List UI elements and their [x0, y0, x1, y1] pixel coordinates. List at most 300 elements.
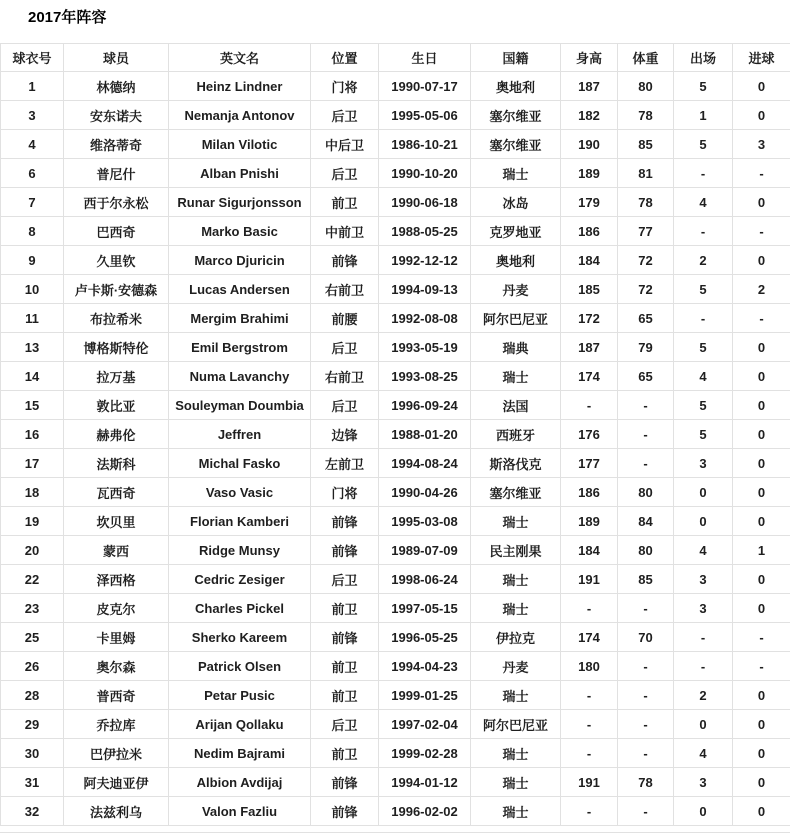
- cell-weight: 78: [618, 188, 674, 217]
- cell-player: 蒙西: [64, 536, 169, 565]
- cell-nationality: 瑞士: [471, 507, 561, 536]
- cell-position: 前卫: [311, 681, 379, 710]
- cell-english-name: Heinz Lindner: [169, 72, 311, 101]
- cell-height: 191: [561, 565, 618, 594]
- table-header-row: [1, 44, 790, 72]
- cell-player: 敦比亚: [64, 391, 169, 420]
- cell-appearances: 4: [674, 188, 733, 217]
- cell-birthday: 1990-10-20: [379, 159, 471, 188]
- cell-weight: 80: [618, 478, 674, 507]
- cell-height: 176: [561, 420, 618, 449]
- cell-player: 博格斯特伦: [64, 333, 169, 362]
- cell-position: 后卫: [311, 159, 379, 188]
- cell-position: 右前卫: [311, 275, 379, 304]
- cell-birthday: 1996-02-02: [379, 797, 471, 826]
- cell-appearances: 5: [674, 391, 733, 420]
- table-row: [1, 652, 790, 681]
- cell-weight: -: [618, 797, 674, 826]
- cell-height: 179: [561, 188, 618, 217]
- cell-english-name: Marko Basic: [169, 217, 311, 246]
- cell-player: 久里钦: [64, 246, 169, 275]
- table-row: [1, 72, 790, 101]
- cell-weight: 77: [618, 217, 674, 246]
- cell-weight: 65: [618, 362, 674, 391]
- table-row: [1, 739, 790, 768]
- cell-nationality: 冰岛: [471, 188, 561, 217]
- cell-appearances: 3: [674, 449, 733, 478]
- cell-position: 前锋: [311, 768, 379, 797]
- cell-position: 前卫: [311, 594, 379, 623]
- cell-birthday: 1993-05-19: [379, 333, 471, 362]
- cell-birthday: 1990-07-17: [379, 72, 471, 101]
- cell-jersey-number: 20: [1, 536, 64, 565]
- cell-goals: 2: [733, 275, 790, 304]
- cell-height: 189: [561, 507, 618, 536]
- cell-goals: 0: [733, 333, 790, 362]
- cell-player: 西于尔永松: [64, 188, 169, 217]
- column-header-english-name: 英文名: [169, 44, 311, 72]
- cell-appearances: 4: [674, 362, 733, 391]
- cell-height: 186: [561, 478, 618, 507]
- cell-english-name: Patrick Olsen: [169, 652, 311, 681]
- cell-goals: 0: [733, 768, 790, 797]
- table-row: [1, 217, 790, 246]
- cell-height: -: [561, 710, 618, 739]
- cell-position: 后卫: [311, 710, 379, 739]
- cell-jersey-number: 7: [1, 188, 64, 217]
- table-row: [1, 449, 790, 478]
- cell-jersey-number: 26: [1, 652, 64, 681]
- cell-nationality: 克罗地亚: [471, 217, 561, 246]
- cell-nationality: 瑞士: [471, 797, 561, 826]
- cell-nationality: 阿尔巴尼亚: [471, 710, 561, 739]
- cell-player: 巴西奇: [64, 217, 169, 246]
- cell-appearances: -: [674, 652, 733, 681]
- cell-appearances: 3: [674, 768, 733, 797]
- cell-goals: 0: [733, 565, 790, 594]
- cell-birthday: 1988-05-25: [379, 217, 471, 246]
- cell-appearances: 5: [674, 72, 733, 101]
- cell-weight: 78: [618, 101, 674, 130]
- cell-weight: -: [618, 449, 674, 478]
- cell-player: 布拉希米: [64, 304, 169, 333]
- cell-birthday: 1994-01-12: [379, 768, 471, 797]
- cell-position: 门将: [311, 72, 379, 101]
- cell-player: 安东诺夫: [64, 101, 169, 130]
- cell-appearances: -: [674, 304, 733, 333]
- table-row: [1, 304, 790, 333]
- cell-height: 182: [561, 101, 618, 130]
- cell-nationality: 瑞士: [471, 362, 561, 391]
- cell-position: 前腰: [311, 304, 379, 333]
- table-row: [1, 710, 790, 739]
- cell-birthday: 1986-10-21: [379, 130, 471, 159]
- cell-position: 右前卫: [311, 362, 379, 391]
- cell-goals: 0: [733, 739, 790, 768]
- cell-appearances: 2: [674, 681, 733, 710]
- cell-birthday: 1993-08-25: [379, 362, 471, 391]
- cell-english-name: Charles Pickel: [169, 594, 311, 623]
- cell-jersey-number: 16: [1, 420, 64, 449]
- cell-nationality: 斯洛伐克: [471, 449, 561, 478]
- cell-weight: -: [618, 594, 674, 623]
- cell-english-name: Emil Bergstrom: [169, 333, 311, 362]
- cell-player: 拉万基: [64, 362, 169, 391]
- cell-goals: -: [733, 304, 790, 333]
- cell-nationality: 塞尔维亚: [471, 478, 561, 507]
- column-header-nationality: 国籍: [471, 44, 561, 72]
- cell-jersey-number: 14: [1, 362, 64, 391]
- cell-position: 前卫: [311, 652, 379, 681]
- table-row: [1, 768, 790, 797]
- cell-player: 维洛蒂奇: [64, 130, 169, 159]
- cell-jersey-number: 8: [1, 217, 64, 246]
- cell-weight: 70: [618, 623, 674, 652]
- cell-weight: 72: [618, 275, 674, 304]
- column-header-appearances: 出场: [674, 44, 733, 72]
- cell-weight: 84: [618, 507, 674, 536]
- column-header-birthday: 生日: [379, 44, 471, 72]
- cell-position: 前卫: [311, 188, 379, 217]
- cell-goals: 0: [733, 101, 790, 130]
- cell-birthday: 1988-01-20: [379, 420, 471, 449]
- cell-position: 边锋: [311, 420, 379, 449]
- cell-english-name: Numa Lavanchy: [169, 362, 311, 391]
- cell-position: 后卫: [311, 333, 379, 362]
- cell-height: -: [561, 797, 618, 826]
- table-head: [1, 44, 790, 72]
- cell-weight: 80: [618, 536, 674, 565]
- cell-position: 前锋: [311, 536, 379, 565]
- cell-nationality: 塞尔维亚: [471, 101, 561, 130]
- cell-appearances: 0: [674, 710, 733, 739]
- table-row: [1, 536, 790, 565]
- cell-nationality: 伊拉克: [471, 623, 561, 652]
- column-header-player: 球员: [64, 44, 169, 72]
- cell-player: 阿夫迪亚伊: [64, 768, 169, 797]
- cell-position: 后卫: [311, 101, 379, 130]
- cell-appearances: 5: [674, 333, 733, 362]
- cell-english-name: Jeffren: [169, 420, 311, 449]
- table-row: [1, 797, 790, 826]
- cell-weight: 78: [618, 768, 674, 797]
- cell-height: -: [561, 681, 618, 710]
- cell-jersey-number: 32: [1, 797, 64, 826]
- cell-position: 前锋: [311, 507, 379, 536]
- cell-appearances: 4: [674, 739, 733, 768]
- cell-goals: 3: [733, 130, 790, 159]
- table-row: [1, 507, 790, 536]
- cell-jersey-number: 31: [1, 768, 64, 797]
- cell-player: 奥尔森: [64, 652, 169, 681]
- cell-position: 中后卫: [311, 130, 379, 159]
- cell-height: -: [561, 391, 618, 420]
- cell-position: 前锋: [311, 246, 379, 275]
- cell-english-name: Milan Vilotic: [169, 130, 311, 159]
- squad-table: [0, 43, 790, 826]
- cell-english-name: Alban Pnishi: [169, 159, 311, 188]
- cell-jersey-number: 17: [1, 449, 64, 478]
- cell-nationality: 瑞士: [471, 681, 561, 710]
- cell-jersey-number: 22: [1, 565, 64, 594]
- cell-english-name: Florian Kamberi: [169, 507, 311, 536]
- table-row: [1, 130, 790, 159]
- cell-height: 191: [561, 768, 618, 797]
- cell-position: 门将: [311, 478, 379, 507]
- cell-english-name: Runar Sigurjonsson: [169, 188, 311, 217]
- cell-goals: 0: [733, 420, 790, 449]
- cell-jersey-number: 3: [1, 101, 64, 130]
- cell-appearances: 5: [674, 420, 733, 449]
- cell-english-name: Michal Fasko: [169, 449, 311, 478]
- cell-nationality: 阿尔巴尼亚: [471, 304, 561, 333]
- cell-jersey-number: 15: [1, 391, 64, 420]
- cell-appearances: 0: [674, 797, 733, 826]
- cell-height: 187: [561, 72, 618, 101]
- table-row: [1, 275, 790, 304]
- cell-goals: 0: [733, 478, 790, 507]
- cell-nationality: 法国: [471, 391, 561, 420]
- table-row: [1, 681, 790, 710]
- cell-position: 前锋: [311, 797, 379, 826]
- cell-height: 186: [561, 217, 618, 246]
- cell-goals: 0: [733, 797, 790, 826]
- cell-goals: 0: [733, 188, 790, 217]
- cell-birthday: 1989-07-09: [379, 536, 471, 565]
- cell-nationality: 奥地利: [471, 246, 561, 275]
- cell-nationality: 西班牙: [471, 420, 561, 449]
- cell-birthday: 1992-12-12: [379, 246, 471, 275]
- cell-player: 普尼什: [64, 159, 169, 188]
- cell-height: 172: [561, 304, 618, 333]
- cell-player: 坎贝里: [64, 507, 169, 536]
- cell-birthday: 1990-04-26: [379, 478, 471, 507]
- cell-jersey-number: 28: [1, 681, 64, 710]
- column-header-weight: 体重: [618, 44, 674, 72]
- cell-birthday: 1994-04-23: [379, 652, 471, 681]
- cell-player: 法斯科: [64, 449, 169, 478]
- cell-goals: 0: [733, 449, 790, 478]
- table-row: [1, 333, 790, 362]
- cell-nationality: 丹麦: [471, 275, 561, 304]
- cell-goals: 0: [733, 594, 790, 623]
- cell-birthday: 1999-02-28: [379, 739, 471, 768]
- cell-position: 前锋: [311, 623, 379, 652]
- cell-appearances: 4: [674, 536, 733, 565]
- column-header-height: 身高: [561, 44, 618, 72]
- cell-weight: 65: [618, 304, 674, 333]
- cell-player: 法兹利乌: [64, 797, 169, 826]
- cell-player: 乔拉库: [64, 710, 169, 739]
- cell-nationality: 丹麦: [471, 652, 561, 681]
- cell-english-name: Petar Pusic: [169, 681, 311, 710]
- cell-nationality: 瑞士: [471, 768, 561, 797]
- cell-weight: 80: [618, 72, 674, 101]
- cell-player: 林德纳: [64, 72, 169, 101]
- cell-height: 184: [561, 536, 618, 565]
- table-row: [1, 420, 790, 449]
- table-row: [1, 391, 790, 420]
- cell-english-name: Sherko Kareem: [169, 623, 311, 652]
- cell-appearances: 0: [674, 478, 733, 507]
- cell-appearances: 0: [674, 507, 733, 536]
- cell-height: 190: [561, 130, 618, 159]
- cell-goals: 0: [733, 710, 790, 739]
- table-row: [1, 362, 790, 391]
- cell-jersey-number: 18: [1, 478, 64, 507]
- cell-appearances: -: [674, 217, 733, 246]
- cell-weight: 72: [618, 246, 674, 275]
- cell-goals: -: [733, 652, 790, 681]
- cell-position: 中前卫: [311, 217, 379, 246]
- cell-height: 174: [561, 623, 618, 652]
- cell-birthday: 1999-01-25: [379, 681, 471, 710]
- cell-english-name: Ridge Munsy: [169, 536, 311, 565]
- cell-player: 巴伊拉米: [64, 739, 169, 768]
- cell-goals: 0: [733, 362, 790, 391]
- column-header-jersey-number: 球衣号: [1, 44, 64, 72]
- cell-birthday: 1994-08-24: [379, 449, 471, 478]
- cell-goals: 0: [733, 246, 790, 275]
- cell-height: 184: [561, 246, 618, 275]
- table-body: [1, 72, 790, 826]
- cell-birthday: 1998-06-24: [379, 565, 471, 594]
- table-row: [1, 246, 790, 275]
- cell-nationality: 瑞士: [471, 739, 561, 768]
- cell-jersey-number: 1: [1, 72, 64, 101]
- cell-goals: 1: [733, 536, 790, 565]
- cell-jersey-number: 19: [1, 507, 64, 536]
- cell-jersey-number: 10: [1, 275, 64, 304]
- cell-english-name: Mergim Brahimi: [169, 304, 311, 333]
- cell-goals: -: [733, 217, 790, 246]
- cell-nationality: 瑞典: [471, 333, 561, 362]
- cell-weight: 85: [618, 565, 674, 594]
- cell-appearances: -: [674, 159, 733, 188]
- column-header-position: 位置: [311, 44, 379, 72]
- cell-goals: -: [733, 623, 790, 652]
- cell-weight: -: [618, 391, 674, 420]
- cell-height: 187: [561, 333, 618, 362]
- cell-appearances: 5: [674, 275, 733, 304]
- table-row: [1, 188, 790, 217]
- cell-player: 赫弗伦: [64, 420, 169, 449]
- cell-jersey-number: 9: [1, 246, 64, 275]
- cell-nationality: 瑞士: [471, 594, 561, 623]
- cell-birthday: 1994-09-13: [379, 275, 471, 304]
- cell-position: 后卫: [311, 565, 379, 594]
- cell-player: 卡里姆: [64, 623, 169, 652]
- cell-height: 185: [561, 275, 618, 304]
- cell-jersey-number: 29: [1, 710, 64, 739]
- cell-height: 180: [561, 652, 618, 681]
- cell-english-name: Cedric Zesiger: [169, 565, 311, 594]
- cell-player: 皮克尔: [64, 594, 169, 623]
- cell-nationality: 瑞士: [471, 159, 561, 188]
- cell-position: 左前卫: [311, 449, 379, 478]
- cell-appearances: 3: [674, 594, 733, 623]
- cell-birthday: 1996-05-25: [379, 623, 471, 652]
- table-row: [1, 623, 790, 652]
- cell-birthday: 1997-02-04: [379, 710, 471, 739]
- cell-english-name: Marco Djuricin: [169, 246, 311, 275]
- cell-nationality: 民主刚果: [471, 536, 561, 565]
- cell-jersey-number: 4: [1, 130, 64, 159]
- cell-english-name: Nemanja Antonov: [169, 101, 311, 130]
- cell-jersey-number: 6: [1, 159, 64, 188]
- cell-player: 泽西格: [64, 565, 169, 594]
- cell-goals: 0: [733, 72, 790, 101]
- column-header-goals: 进球: [733, 44, 790, 72]
- cell-jersey-number: 30: [1, 739, 64, 768]
- cell-height: 174: [561, 362, 618, 391]
- cell-height: -: [561, 739, 618, 768]
- table-row: [1, 159, 790, 188]
- cell-jersey-number: 23: [1, 594, 64, 623]
- cell-nationality: 塞尔维亚: [471, 130, 561, 159]
- cell-weight: 85: [618, 130, 674, 159]
- cell-player: 普西奇: [64, 681, 169, 710]
- page-title: 2017年阵容: [28, 9, 107, 26]
- cell-height: -: [561, 594, 618, 623]
- cell-weight: -: [618, 652, 674, 681]
- cell-position: 后卫: [311, 391, 379, 420]
- cell-english-name: Lucas Andersen: [169, 275, 311, 304]
- cell-nationality: 奥地利: [471, 72, 561, 101]
- cell-english-name: Souleyman Doumbia: [169, 391, 311, 420]
- cell-height: 177: [561, 449, 618, 478]
- table-row: [1, 101, 790, 130]
- cell-birthday: 1995-03-08: [379, 507, 471, 536]
- cell-weight: 79: [618, 333, 674, 362]
- cell-player: 瓦西奇: [64, 478, 169, 507]
- cell-appearances: 3: [674, 565, 733, 594]
- cell-height: 189: [561, 159, 618, 188]
- cell-appearances: 2: [674, 246, 733, 275]
- cell-english-name: Albion Avdijaj: [169, 768, 311, 797]
- cell-english-name: Nedim Bajrami: [169, 739, 311, 768]
- cell-appearances: 1: [674, 101, 733, 130]
- cell-english-name: Valon Fazliu: [169, 797, 311, 826]
- cell-weight: -: [618, 710, 674, 739]
- cell-goals: 0: [733, 681, 790, 710]
- cell-jersey-number: 11: [1, 304, 64, 333]
- cell-english-name: Arijan Qollaku: [169, 710, 311, 739]
- cell-position: 前卫: [311, 739, 379, 768]
- cell-weight: 81: [618, 159, 674, 188]
- cell-appearances: 5: [674, 130, 733, 159]
- cell-appearances: -: [674, 623, 733, 652]
- cell-nationality: 瑞士: [471, 565, 561, 594]
- cell-birthday: 1995-05-06: [379, 101, 471, 130]
- table-row: [1, 478, 790, 507]
- cell-english-name: Vaso Vasic: [169, 478, 311, 507]
- table-row: [1, 565, 790, 594]
- cell-birthday: 1992-08-08: [379, 304, 471, 333]
- cell-goals: 0: [733, 507, 790, 536]
- cell-goals: 0: [733, 391, 790, 420]
- cell-goals: -: [733, 159, 790, 188]
- cell-birthday: 1996-09-24: [379, 391, 471, 420]
- cell-weight: -: [618, 420, 674, 449]
- cell-player: 卢卡斯·安德森: [64, 275, 169, 304]
- cell-birthday: 1990-06-18: [379, 188, 471, 217]
- cell-birthday: 1997-05-15: [379, 594, 471, 623]
- cell-weight: -: [618, 739, 674, 768]
- cell-weight: -: [618, 681, 674, 710]
- cell-jersey-number: 13: [1, 333, 64, 362]
- table-row: [1, 594, 790, 623]
